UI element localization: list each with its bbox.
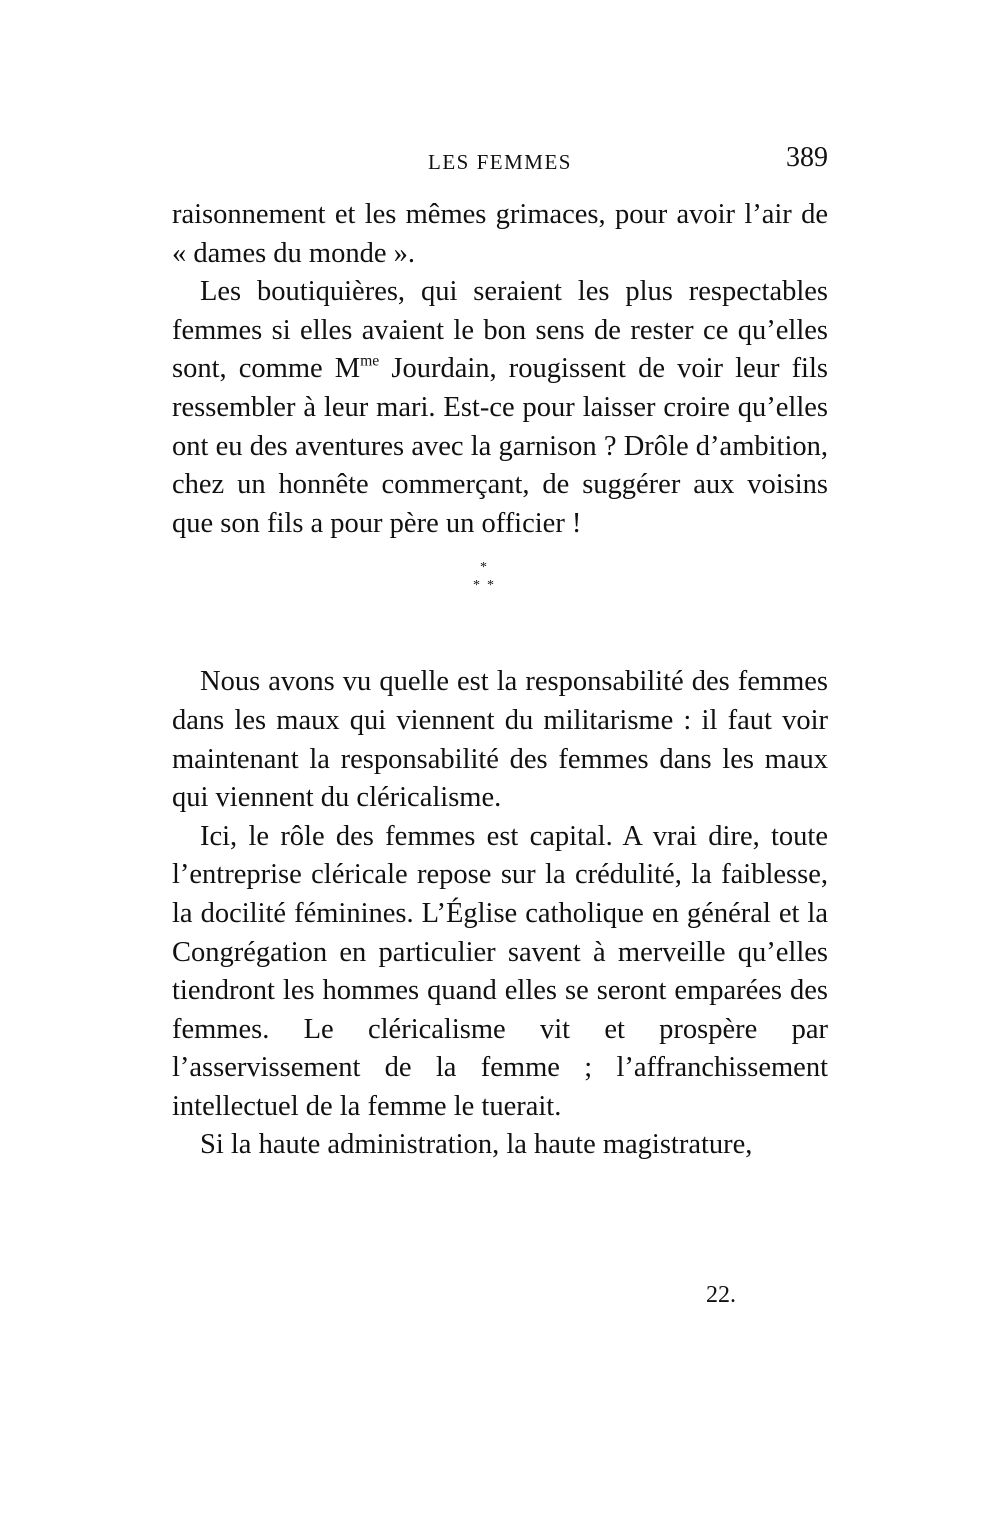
running-title: LES FEMMES (428, 150, 572, 174)
superscript-me: me (360, 352, 380, 370)
body-text (172, 196, 828, 1165)
signature-mark: 22. (706, 1282, 736, 1308)
paragraph-text-part: Les boutiquières, qui seraient les plus respectables femmes si elles avaient le bon sens de rester ce qu’elles sont, comme M (172, 276, 828, 385)
paragraph-boutiquieres (172, 273, 828, 543)
paragraph-continuation: raisonnement et les mêmes grimaces, pour avoir l’air de « dames du monde ». (172, 199, 828, 269)
running-head (172, 140, 828, 180)
page-number: 389 (786, 142, 828, 173)
asterism-star-right: * (487, 578, 494, 594)
paragraph-responsabilite: Nous avons vu quelle est la responsabilité des femmes dans les maux qui viennent du militarisme : il faut voir maintenant la responsabilité des femmes dans les maux qui viennent du cléricalisme. (172, 666, 828, 814)
asterism-star-left: * (473, 578, 480, 594)
asterism-star-top: * (480, 560, 487, 576)
paragraph-role-des-femmes: Ici, le rôle des femmes est capital. A vrai dire, toute l’entreprise cléricale repose sur la crédulité, la faiblesse, la docilité féminines. L’Église catholique en général et la Congrégation en particulier savent à merveille qu’elles tiendront les hommes quand elles se seront emparées des femmes. Le cléricalisme vit et prospère par l’asservissement de la femme ; l’affranchissement intellectuel de la femme le tuerait. (172, 820, 828, 1122)
paragraph-text-part: Jourdain, rougissent de voir leur fils ressembler à leur mari. Est-ce pour laisser croire qu’elles ont eu des aventures avec la garnison ? Drôle d’ambition, chez un honnête commerçant, de suggérer aux voisins que son fils a pour père un officier ! (172, 353, 828, 539)
asterism-divider (172, 543, 828, 663)
paragraph-haute-administration: Si la haute administration, la haute magistrature, (200, 1129, 753, 1161)
